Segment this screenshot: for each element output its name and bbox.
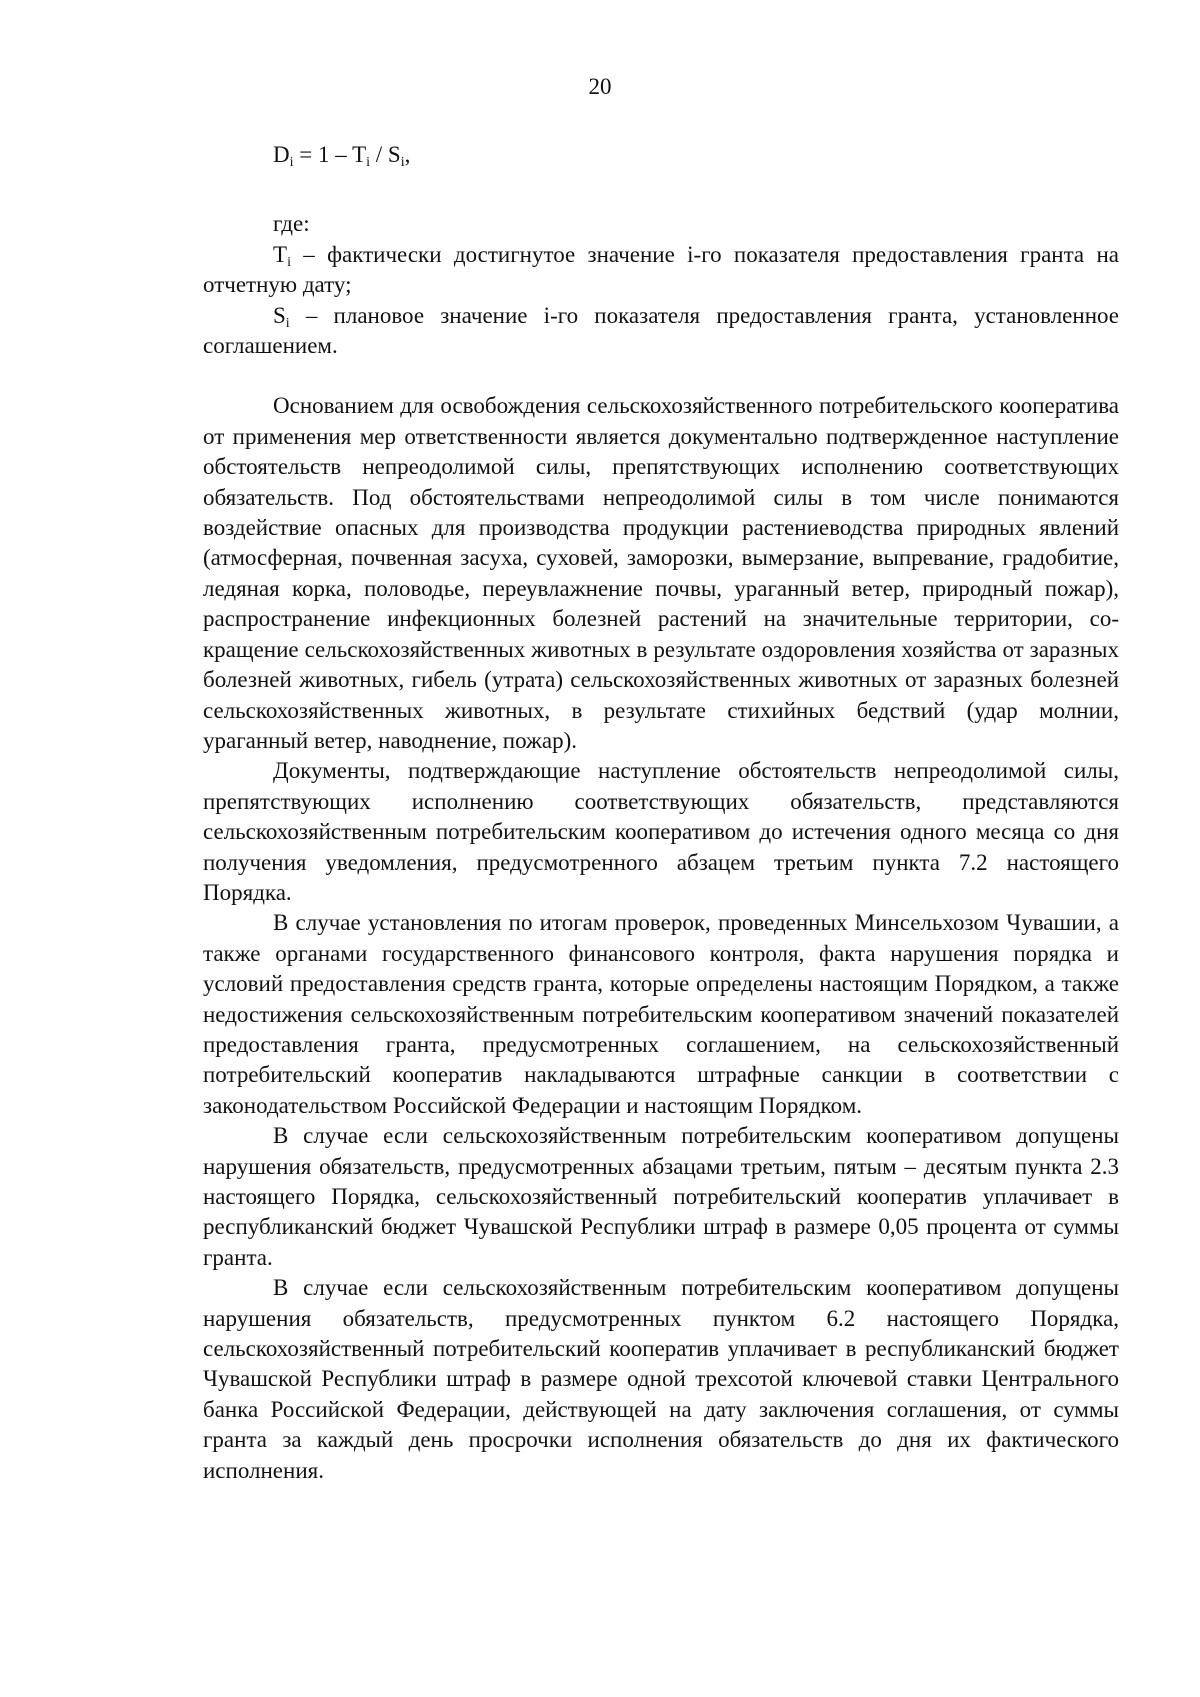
spacer bbox=[203, 361, 1119, 391]
formula-middle: = 1 – T bbox=[293, 142, 367, 167]
paragraph-fine-6-2: В случае если сельскохозяйственным потребительским кооперативом допущены нарушения обязательств, предусмотренных пунктом 6.2 настоящего Порядка, сельскохозяйственный потребительский кооператив уплачивает в республиканский бюджет Чувашской Республики штраф в размере одной трехсотой ключевой ставки Центрального банка Российской Федерации, действующей на дату заключения соглашения, от суммы гранта за каждый день просрочки исполнения обязательств до дня их фактического исполнения. bbox=[203, 1275, 1119, 1483]
paragraph-penalties: В случае установления по итогам проверок, проведенных Минсельхозом Чувашии, а также органами государственного финансового контроля, факта нарушения порядка и условий предоставления средств гранта, которые определены настоящим Порядком, а также недостижения сельскохозяйственным потребительским кооперативом значений показателей предоставления гранта, предусмотренных соглашением, на сельскохозяйственный потребительский кооператив накладываются штрафные санкции в соответствии с законодательством Российской Федерации и настоящим Порядком. bbox=[203, 910, 1119, 1118]
definition-subscript: i bbox=[287, 254, 291, 270]
formula-lhs: D bbox=[273, 142, 290, 167]
paragraph-fine-2-3: В случае если сельскохозяйственным потребительским кооперативом допущены нарушения обязательств, предусмотренных абзацами третьим, пятым – десятым пункта 2.3 настоящего Порядка, сельскохозяйственный потребительский кооператив уплачивает в республиканский бюджет Чувашской Республики штраф в размере 0,05 процента от суммы гранта. bbox=[203, 1123, 1119, 1270]
where-label: где: bbox=[273, 211, 310, 237]
formula-divisor-subscript: i bbox=[400, 155, 405, 170]
definition-symbol: S bbox=[273, 302, 286, 328]
spacer bbox=[203, 170, 1119, 209]
page-number: 20 bbox=[588, 74, 612, 99]
document-body bbox=[203, 140, 1119, 1486]
formula-middle-subscript: i bbox=[366, 155, 371, 170]
definition-s bbox=[203, 301, 1119, 362]
definition-text: – плановое значение i-го показателя предоставления гранта, установленное соглашением. bbox=[203, 302, 1119, 359]
definition-t bbox=[203, 240, 1119, 301]
definition-subscript: i bbox=[285, 315, 290, 331]
formula bbox=[273, 140, 1119, 170]
paragraph-documents: Документы, подтверждающие наступление обстоятельств непреодолимой силы, препятствующих исполнению соответствующих обязательств, представляются сельскохозяйственным потребительским кооперативом до истечения одного месяца со дня получения уведомления, предусмотренного абзацем третьим пункта 7.2 настоящего Порядка. bbox=[203, 758, 1119, 905]
paragraph-force-majeure: Основанием для освобождения сельскохозяйственного потребительского кооператива от применения мер ответственности является документально подтвержденное наступление обстоятельств непреодолимой силы, препятствующих исполнению соответствующих обязательств. Под обстоятельствами непреодолимой силы в том числе понимаются воздействие опасных для производства продукции растениеводства природных явлений (атмосферная, почвенная засуха, суховей, заморозки, вымерзание, выпревание, градобитие, ледяная корка, половодье, переувлажнение почвы, ураганный ветер, природный пожар), распространение инфекционных болезней растений на значительные территории, сокращение сельскохозяйственных животных в результате оздоровления хозяйства от заразных болезней животных, гибель (утрата) сельскохозяйственных животных от заразных болезней сельскохозяйственных животных, в результате стихийных бедствий (удар молнии, ураганный ветер, наводнение, пожар). bbox=[203, 393, 1119, 753]
formula-divisor: / S bbox=[370, 142, 401, 167]
formula-tail: , bbox=[404, 142, 411, 167]
formula-lhs-subscript: i bbox=[289, 155, 294, 170]
definition-symbol: T bbox=[273, 241, 288, 267]
definition-text: – фактически достигнутое значение i-го показателя предоставления гранта на отчетную дату; bbox=[203, 241, 1119, 298]
